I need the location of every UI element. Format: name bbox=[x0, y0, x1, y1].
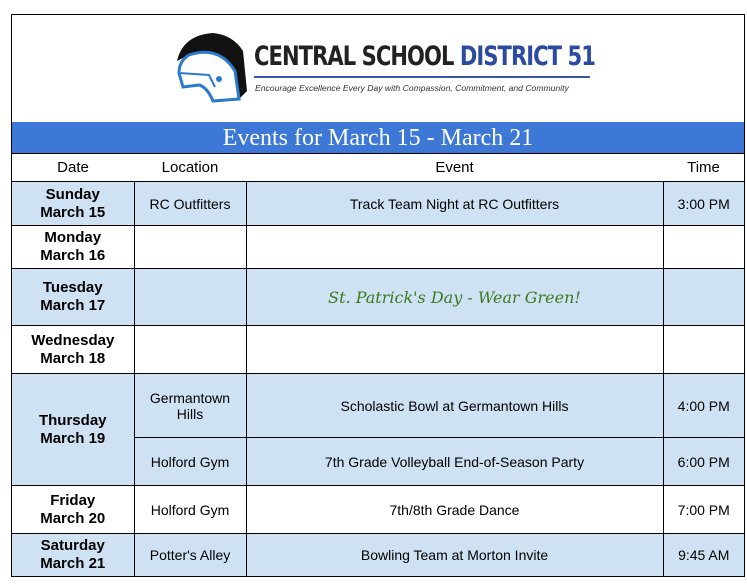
spartan-helmet-logo-icon bbox=[169, 31, 249, 103]
location-cell bbox=[134, 226, 246, 269]
events-title: Events for March 15 - March 21 bbox=[12, 122, 744, 154]
event-cell: 7th/8th Grade Dance bbox=[246, 486, 663, 534]
brand-text: CENTRAL SCHOOL bbox=[254, 41, 454, 72]
event-cell: Bowling Team at Morton Invite bbox=[246, 534, 663, 576]
col-date: Date bbox=[12, 154, 134, 182]
date-cell: Wednesday March 18 bbox=[12, 326, 134, 374]
date-cell: Thursday March 19 bbox=[12, 374, 134, 486]
table-row bbox=[12, 374, 744, 438]
district-header bbox=[12, 15, 744, 123]
table-row bbox=[12, 226, 744, 269]
time-cell: 7:00 PM bbox=[663, 486, 744, 534]
date-cell: Sunday March 15 bbox=[12, 182, 134, 226]
events-document bbox=[11, 14, 745, 577]
location-cell: Germantown Hills bbox=[134, 374, 246, 438]
time-cell: 9:45 AM bbox=[663, 534, 744, 576]
date-cell: Tuesday March 17 bbox=[12, 269, 134, 326]
event-cell: Track Team Night at RC Outfitters bbox=[246, 182, 663, 226]
time-cell: 6:00 PM bbox=[663, 438, 744, 486]
col-event: Event bbox=[246, 154, 663, 182]
table-row bbox=[12, 486, 744, 534]
time-cell: 4:00 PM bbox=[663, 374, 744, 438]
table-row bbox=[12, 269, 744, 326]
table-row bbox=[12, 534, 744, 576]
brand-text-blue: DISTRICT 51 bbox=[459, 41, 595, 72]
tagline: Encourage Excellence Every Day with Compassion, Commitment, and Community bbox=[255, 83, 569, 93]
time-cell bbox=[663, 226, 744, 269]
district-name bbox=[254, 41, 595, 72]
divider bbox=[254, 76, 590, 78]
date-cell: Friday March 20 bbox=[12, 486, 134, 534]
date-cell: Saturday March 21 bbox=[12, 534, 134, 576]
time-cell bbox=[663, 326, 744, 374]
event-cell: 7th Grade Volleyball End-of-Season Party bbox=[246, 438, 663, 486]
event-cell bbox=[246, 226, 663, 269]
table-header bbox=[12, 154, 744, 182]
event-cell bbox=[246, 326, 663, 374]
col-time: Time bbox=[663, 154, 744, 182]
event-cell: Scholastic Bowl at Germantown Hills bbox=[246, 374, 663, 438]
location-cell: Holford Gym bbox=[134, 438, 246, 486]
table-row bbox=[12, 182, 744, 226]
col-location: Location bbox=[134, 154, 246, 182]
table-row bbox=[12, 326, 744, 374]
location-cell: RC Outfitters bbox=[134, 182, 246, 226]
time-cell bbox=[663, 269, 744, 326]
location-cell bbox=[134, 326, 246, 374]
location-cell bbox=[134, 269, 246, 326]
event-cell: St. Patrick's Day - Wear Green! bbox=[246, 269, 663, 326]
date-cell: Monday March 16 bbox=[12, 226, 134, 269]
location-cell: Holford Gym bbox=[134, 486, 246, 534]
time-cell: 3:00 PM bbox=[663, 182, 744, 226]
events-table bbox=[12, 154, 744, 576]
location-cell: Potter's Alley bbox=[134, 534, 246, 576]
